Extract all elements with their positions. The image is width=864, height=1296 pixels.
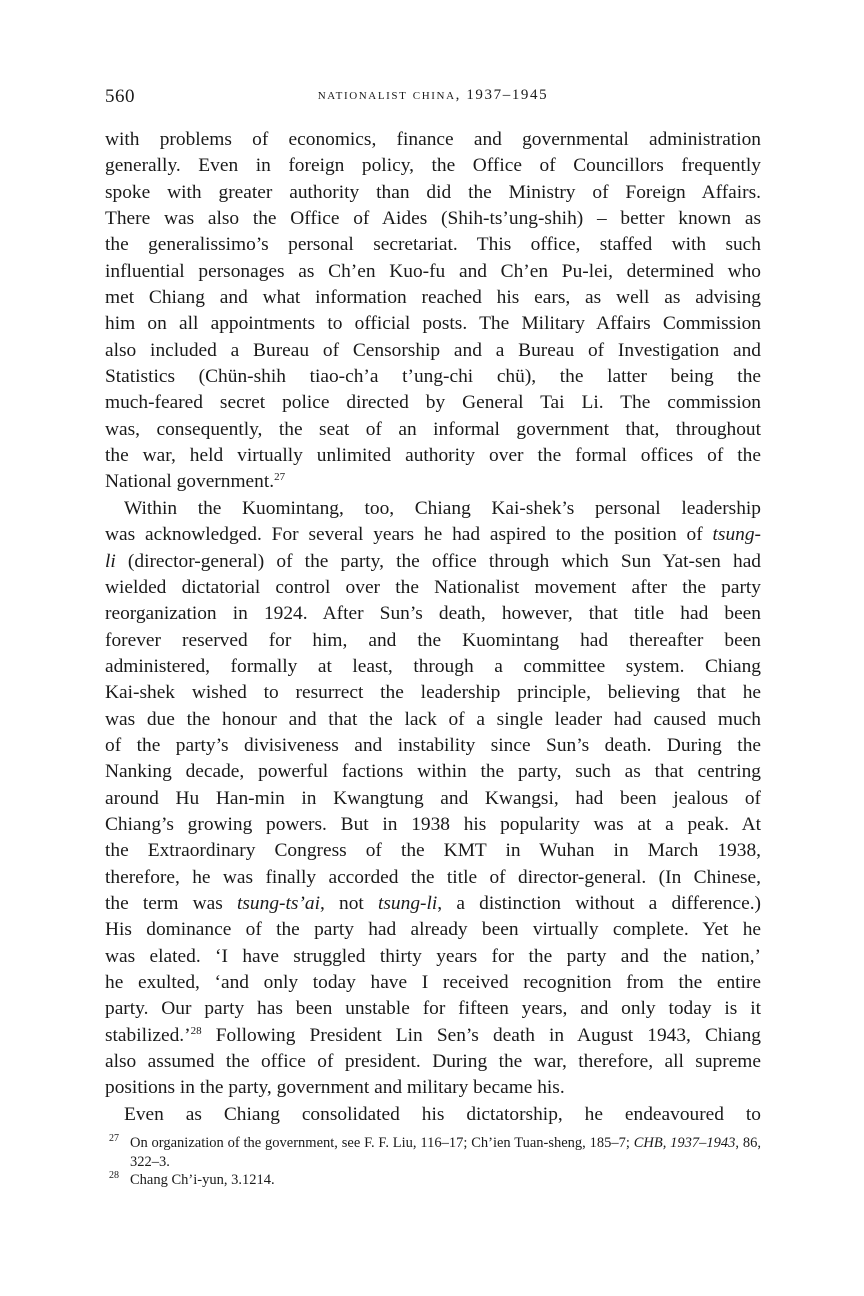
- footnote-27: [105, 1134, 761, 1171]
- line-text: Following President Lin Sen’s death in August 1943, Chiang: [201, 1024, 761, 1046]
- line-text: , a distinction without a difference.): [437, 892, 762, 914]
- paragraph-start-line: Within the Kuomintang, too, Chiang Kai-shek’s personal leadership: [124, 497, 761, 519]
- footnote-number: 27: [109, 1133, 119, 1144]
- page-number: 560: [105, 86, 135, 107]
- text-line: the Extraordinary Congress of the KMT in Wuhan in March 1938,: [105, 840, 761, 862]
- text-line: There was also the Office of Aides (Shih-ts’ung-shih) – better known as: [105, 208, 761, 230]
- footnote-text-part: , 86, 322–3.: [130, 1135, 761, 1170]
- footnote-ref-27[interactable]: 27: [274, 471, 286, 484]
- text-line: he exulted, ‘and only today have I received recognition from the entire: [105, 972, 761, 993]
- text-line: positions in the party, government and military became his.: [105, 1077, 565, 1099]
- italic-term: tsung-ts’ai: [237, 892, 320, 914]
- text-line: administered, formally at least, through a committee system. Chiang: [105, 655, 761, 677]
- text-line: Nanking decade, powerful factions within the party, such as that centring: [105, 761, 761, 783]
- line-text: was acknowledged. For several years he had aspired to the position of: [105, 524, 713, 546]
- text-line: also included a Bureau of Censorship and a Bureau of Investigation and: [105, 339, 761, 361]
- text-line: party. Our party has been unstable for fifteen years, and only today is it: [105, 998, 761, 1020]
- body-text: [105, 127, 761, 1128]
- italic-citation: 1937–1943: [670, 1135, 736, 1151]
- page-header: [105, 86, 761, 110]
- italic-term: li: [105, 550, 116, 572]
- text-line: Chiang’s growing powers. But in 1938 his popularity was at a peak. At: [105, 813, 761, 835]
- text-line: was elated. ‘I have struggled thirty years for the party and the nation,’: [105, 945, 761, 967]
- running-title: nationalist china, 1937–1945: [317, 87, 549, 103]
- text-line: forever reserved for him, and the Kuomintang had thereafter been: [105, 629, 761, 651]
- italic-term: tsung-: [712, 524, 761, 546]
- line-text: National government.: [105, 471, 275, 493]
- text-line: [105, 549, 761, 575]
- italic-term: tsung-li: [378, 892, 438, 914]
- text-line: [105, 1023, 761, 1049]
- footnote-ref-28[interactable]: 28: [190, 1024, 202, 1037]
- text-line: [105, 522, 761, 548]
- footnote-text: Chang Ch’i-yun, 3.1214.: [130, 1172, 275, 1188]
- footnote-number: 28: [109, 1170, 119, 1181]
- text-line: Kai-shek wished to resurrect the leadership principle, believing that he: [105, 682, 761, 704]
- footnote-text: [130, 1134, 761, 1171]
- text-line: him on all appointments to official posts. The Military Affairs Commission: [105, 313, 761, 335]
- text-line: wielded dictatorial control over the Nationalist movement after the party: [105, 576, 761, 598]
- footnote-text-part: On organization of the government, see F. F. Liu, 116–17; Ch’ien Tuan-sheng, 185–7;: [130, 1135, 634, 1151]
- text-line: was, consequently, the seat of an informal government that, throughout: [105, 418, 761, 440]
- footnote-28: [105, 1171, 761, 1190]
- text-line: [105, 469, 761, 495]
- paragraph-start-line: Even as Chiang consolidated his dictatorship, he endeavoured to: [124, 1103, 761, 1125]
- text-line: the war, held virtually unlimited authority over the formal offices of the: [105, 445, 761, 467]
- text-line: with problems of economics, finance and governmental administration: [105, 129, 761, 150]
- text-line: also assumed the office of president. During the war, therefore, all supreme: [105, 1051, 761, 1073]
- text-line: much-feared secret police directed by General Tai Li. The commission: [105, 392, 761, 414]
- text-line: around Hu Han-min in Kwangtung and Kwangsi, had been jealous of: [105, 787, 761, 809]
- text-line: His dominance of the party had already been virtually complete. Yet he: [105, 919, 761, 941]
- line-text: the term was: [105, 892, 237, 914]
- line-text: , not: [319, 892, 378, 914]
- footnotes: [105, 1134, 761, 1190]
- text-line: was due the honour and that the lack of a single leader had caused much: [105, 708, 761, 730]
- text-line: generally. Even in foreign policy, the Office of Councillors frequently: [105, 155, 761, 177]
- line-text: (director-general) of the party, the office through which Sun Yat-sen had: [115, 550, 761, 572]
- text-line: of the party’s divisiveness and instability since Sun’s death. During the: [105, 734, 761, 756]
- text-line: reorganization in 1924. After Sun’s death, however, that title had been: [105, 603, 761, 625]
- text-line: spoke with greater authority than did the Ministry of Foreign Affairs.: [105, 181, 761, 203]
- text-line: influential personages as Ch’en Kuo-fu and Ch’en Pu-lei, determined who: [105, 260, 761, 282]
- text-line: the generalissimo’s personal secretariat. This office, staffed with such: [105, 234, 761, 256]
- italic-citation: CHB,: [633, 1135, 667, 1151]
- text-line: met Chiang and what information reached his ears, as well as advising: [105, 287, 761, 309]
- text-line: therefore, he was finally accorded the title of director-general. (In Chinese,: [105, 866, 761, 888]
- line-text: stabilized.’: [105, 1024, 191, 1046]
- text-line: [105, 891, 761, 917]
- text-line: Statistics (Chün-shih tiao-ch’a t’ung-chi chü), the latter being the: [105, 366, 761, 388]
